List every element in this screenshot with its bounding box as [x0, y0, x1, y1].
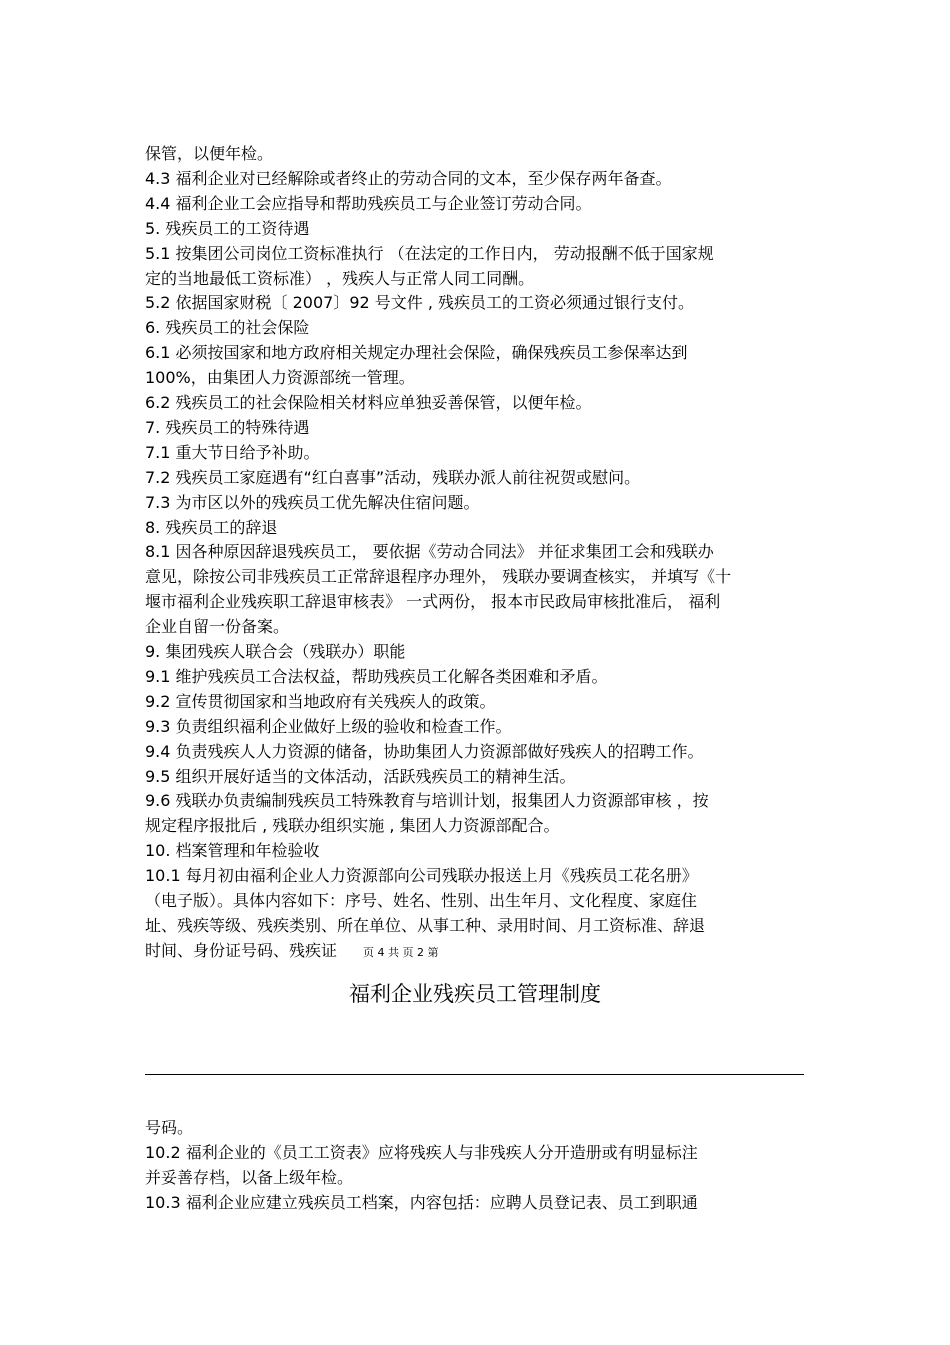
text-line: 6.1 必须按国家和地方政府相关规定办理社会保险，确保残疾员工参保率达到 [145, 343, 688, 363]
text-line: 并妥善存档，以备上级年检。 [145, 1167, 354, 1187]
text-line: 4.3 福利企业对已经解除或者终止的劳动合同的文本，至少保存两年备查。 [145, 168, 672, 188]
text-line: 9.4 负责残疾人人力资源的储备，协助集团人力资源部做好残疾人的招聘工作。 [145, 741, 704, 761]
last-line-text: 时间、身份证号码、残疾证 [145, 940, 338, 960]
header-rule [145, 1074, 804, 1075]
text-line: 8.1 因各种原因辞退残疾员工， 要依据《劳动合同法》 并征求集团工会和残联办 [145, 542, 714, 562]
text-line: 规定程序报批后 , 残联办组织实施 , 集团人力资源部配合。 [145, 816, 560, 836]
text-line: 5.2 依据国家财税〔 2007〕92 号文件 , 残疾员工的工资必须通过银行支付。 [145, 293, 695, 313]
text-line: 7.3 为市区以外的残疾员工优先解决住宿问题。 [145, 492, 480, 512]
text-line: 堰市福利企业残疾职工辞退审核表》 一式两份， 报本市民政局审核批准后， 福利 [145, 592, 721, 612]
text-line: 4.4 福利企业工会应指导和帮助残疾员工与企业签订劳动合同。 [145, 193, 592, 213]
text-line: 企业自留一份备案。 [145, 617, 290, 637]
text-line: 9. 集团残疾人联合会（残联办）职能 [145, 642, 406, 661]
text-line: 7.2 残疾员工家庭遇有“红白喜事”活动，残联办派人前往祝贺或慰问。 [145, 467, 641, 487]
text-line: 号码。 [145, 1118, 194, 1137]
text-line: 5.1 按集团公司岗位工资标准执行 （在法定的工作日内， 劳动报酬不低于国家规 [145, 243, 714, 263]
text-line: 7.1 重大节日给予补助。 [145, 442, 320, 462]
text-line: 7. 残疾员工的特殊待遇 [145, 417, 310, 437]
text-line: 6.2 残疾员工的社会保险相关材料应单独妥善保管，以便年检。 [145, 393, 592, 412]
text-line: 6. 残疾员工的社会保险 [145, 318, 310, 338]
text-line: 9.6 残联办负责编制残疾员工特殊教育与培训计划，报集团人力资源部审核 ，按 [145, 791, 709, 811]
text-line: 址、残疾等级、残疾类别、所在单位、从事工种、录用时间、月工资标准、辞退 [145, 915, 706, 935]
text-line: 9.5 组织开展好适当的文体活动，活跃残疾员工的精神生活。 [145, 766, 576, 786]
document-header-title: 福利企业残疾员工管理制度 [349, 982, 601, 1006]
text-line: 10.3 福利企业应建立残疾员工档案，内容包括：应聘人员登记表、员工到职通 [145, 1192, 698, 1212]
text-line: 8. 残疾员工的辞退 [145, 517, 278, 537]
text-line: 定的当地最低工资标准） ，残疾人与正常人同工同酬。 [145, 268, 535, 288]
page1-last-line [145, 941, 439, 963]
page-number-note: 页 4 共 页 2 第 [363, 945, 439, 959]
text-line: 10.1 每月初由福利企业人力资源部向公司残联办报送上月《残疾员工花名册》 [145, 866, 698, 886]
text-line: 5. 残疾员工的工资待遇 [145, 218, 310, 238]
text-line: （电子版）。具体内容如下：序号、姓名、性别、出生年月、文化程度、家庭住 [145, 891, 698, 910]
text-line: 意见，除按公司非残疾员工正常辞退程序办理外， 残联办要调查核实， 并填写《十 [145, 567, 732, 587]
text-line: 9.3 负责组织福利企业做好上级的验收和检查工作。 [145, 716, 512, 736]
text-line: 100%，由集团人力资源部统一管理。 [145, 368, 415, 388]
text-line: 9.1 维护残疾员工合法权益，帮助残疾员工化解各类困难和矛盾。 [145, 666, 608, 686]
text-line: 10.2 福利企业的《员工工资表》应将残疾人与非残疾人分开造册或有明显标注 [145, 1142, 698, 1162]
text-line: 保管，以便年检。 [145, 144, 274, 163]
text-line: 9.2 宣传贯彻国家和当地政府有关残疾人的政策。 [145, 691, 496, 711]
text-line: 10. 档案管理和年检验收 [145, 841, 320, 861]
